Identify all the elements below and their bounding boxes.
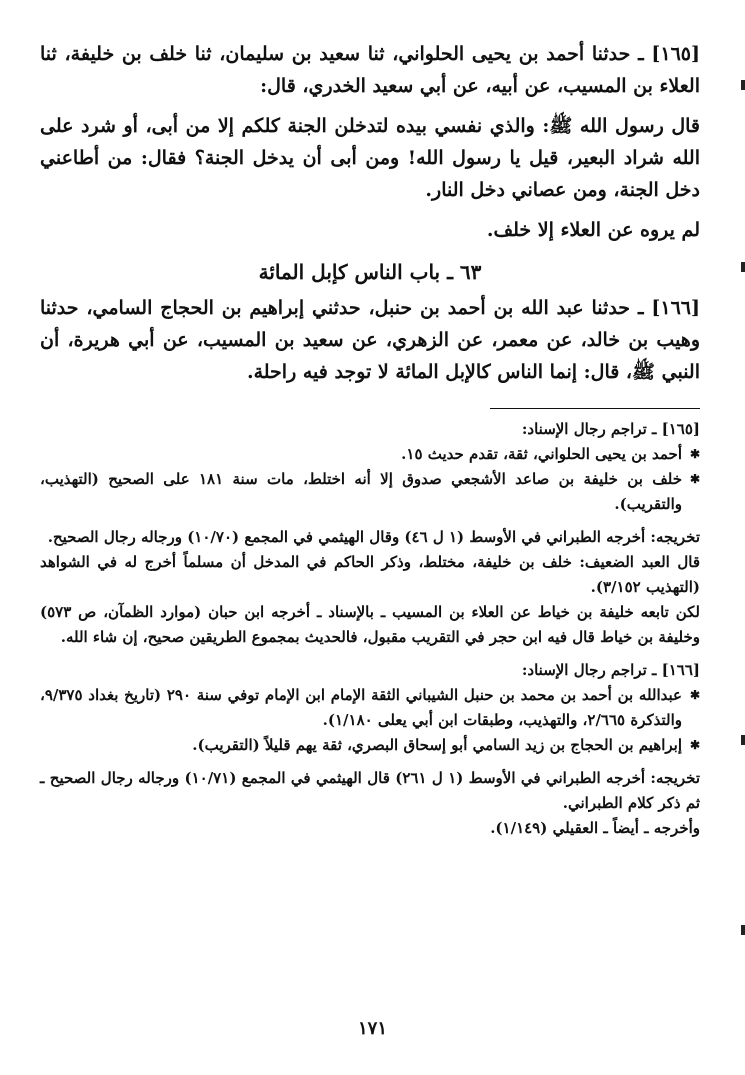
hadith-165-comment: لم يروه عن العلاء إلا خلف.	[486, 219, 700, 241]
note-166-takhrij: تخريجه: أخرجه الطبراني في الأوسط (١ ل ٢٦١) قال الهيثمي في المجمع (١٠/٧١) ورجاله رجال الصحيح ـ ثم ذكر كلام الطبراني.	[40, 769, 701, 812]
note-166	[40, 658, 700, 841]
note-165-followup: لكن تابعه خليفة بن خياط عن العلاء بن المسيب ـ بالإسناد ـ أخرجه ابن حبان (موارد الظمآن، ص ٥٧٣) وخليفة بن خياط قال فيه ابن حجر في التقريب مقبول، فالحديث بمجموع الطريقين صحيح، إن شاء الله.	[40, 603, 700, 646]
hadith-166-number: [١٦٦] ـ	[637, 297, 700, 319]
note-165-narrators	[40, 442, 700, 517]
main-text	[40, 38, 700, 388]
footnotes	[40, 417, 700, 841]
footnote-separator	[490, 408, 700, 409]
narrator-item: ✱ خلف بن خليفة بن صاعد الأشجعي صدوق إلا أنه اختلط، مات سنة ١٨١ على الصحيح (التهذيب، والتقريب).	[40, 467, 700, 517]
hadith-165-isnad	[40, 38, 700, 102]
edge-mark	[741, 735, 745, 745]
note-166-narrators	[40, 683, 700, 758]
page-number: ١٧١	[357, 1018, 387, 1039]
narrator-item: ✱ عبدالله بن أحمد بن محمد بن حنبل الشيباني الثقة الإمام ابن الإمام توفي سنة ٢٩٠ (تاريخ بغداد ٩/٣٧٥، والتذكرة ٢/٦٦٥، والتهذيب، وطبقات ابن أبي يعلى ١/١٨٠).	[40, 683, 700, 733]
hadith-166	[40, 292, 700, 388]
note-165-heading: [١٦٥] ـ تراجم رجال الإسناد:	[521, 420, 700, 438]
chapter-title: ٦٣ ـ باب الناس كإبل المائة	[258, 260, 482, 284]
book-page	[40, 38, 700, 841]
narrator-item: ✱ إبراهيم بن الحجاج بن زيد السامي أبو إسحاق البصري، ثقة يهم قليلاً (التقريب).	[40, 733, 700, 758]
note-165-remark: قال العبد الضعيف: خلف بن خليفة، مختلط، وذكر الحاكم في المدخل أن مسلماً أخرج له في الشواهد (التهذيب ٣/١٥٢).	[40, 553, 700, 596]
edge-mark	[741, 925, 745, 935]
edge-mark	[741, 262, 745, 272]
note-166-heading: [١٦٦] ـ تراجم رجال الإسناد:	[521, 661, 700, 679]
hadith-165-number: [١٦٥] ـ	[638, 43, 700, 65]
narrator-item: ✱ أحمد بن يحيى الحلواني، ثقة، تقدم حديث ١٥.	[40, 442, 700, 467]
edge-mark	[741, 80, 745, 90]
hadith-165-matn: قال رسول الله ﷺ: والذي نفسي بيده لتدخلن الجنة كلكم إلا من أبى، أو شرد على الله شراد البعير، قيل يا رسول الله! ومن أبى أن يدخل الجنة؟ فقال: من أطاعني دخل الجنة، ومن عصاني دخل النار.	[40, 115, 700, 201]
hadith-166-text: حدثنا عبد الله بن أحمد بن حنبل، حدثني إبراهيم بن الحجاج السامي، حدثنا وهيب بن خالد، عن معمر، عن الزهري، عن سعيد بن المسيب، عن أبي هريرة، أن النبي ﷺ، قال: إنما الناس كالإبل المائة لا توجد فيه راحلة.	[40, 297, 700, 383]
hadith-165-isnad-text: حدثنا أحمد بن يحيى الحلواني، ثنا سعيد بن سليمان، ثنا خلف بن خليفة، ثنا العلاء بن المسيب، عن أبيه، عن أبي سعيد الخدري، قال:	[40, 43, 700, 97]
note-165-takhrij: تخريجه: أخرجه الطبراني في الأوسط (١ ل ٤٦) وقال الهيثمي في المجمع (١٠/٧٠) ورجاله رجال الصحيح.	[47, 528, 700, 546]
note-165	[40, 417, 700, 650]
note-166-also: وأخرجه ـ أيضاً ـ العقيلي (١/١٤٩).	[490, 819, 700, 837]
